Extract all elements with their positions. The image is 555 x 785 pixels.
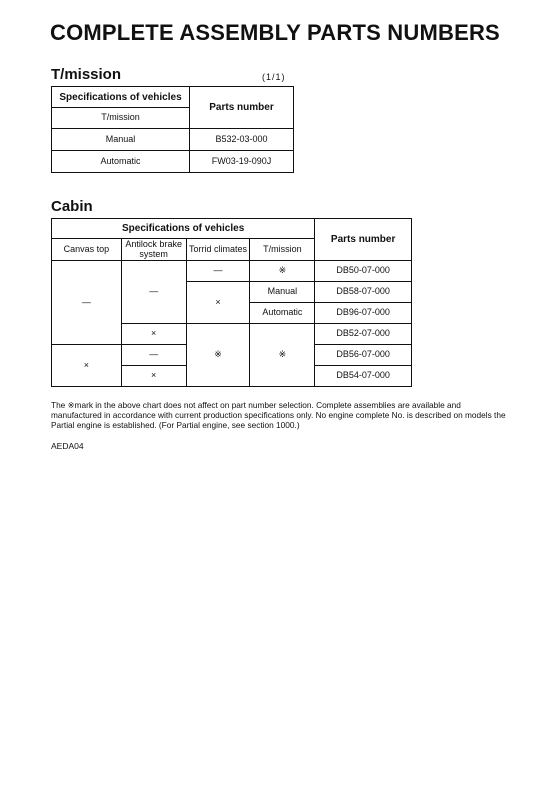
tmission-cell: Manual — [250, 282, 315, 303]
cabin-parts-header: Parts number — [315, 219, 412, 261]
torrid-cell: × — [186, 282, 250, 324]
table-row — [52, 151, 294, 173]
antilock-cell: — — [121, 261, 186, 324]
part-number-cell: DB58-07-000 — [315, 282, 412, 303]
column-header: Canvas top — [52, 239, 122, 261]
part-number-cell: DB52-07-000 — [315, 324, 412, 345]
torrid-cell: ※ — [186, 324, 250, 387]
tmission-cell: ※ — [250, 324, 315, 387]
cabin-spec-header: Specifications of vehicles — [52, 219, 315, 239]
tmission-part-cell: FW03-19-090J — [190, 151, 294, 173]
part-number-cell: DB56-07-000 — [315, 345, 412, 366]
table-row — [52, 261, 412, 282]
canvas-top-cell: × — [52, 345, 122, 387]
column-header: Torrid climates — [186, 239, 250, 261]
page-number: (1/1) — [262, 72, 286, 82]
tmission-parts-header: Parts number — [190, 87, 294, 129]
torrid-cell: — — [186, 261, 250, 282]
column-header: T/mission — [250, 239, 315, 261]
part-number-cell: DB96-07-000 — [315, 303, 412, 324]
tmission-sub-header: T/mission — [52, 108, 190, 129]
tmission-spec-header: Specifications of vehicles — [52, 87, 190, 108]
tmission-spec-cell: Manual — [52, 129, 190, 151]
tmission-table — [51, 86, 294, 173]
page-title: COMPLETE ASSEMBLY PARTS NUMBERS — [50, 20, 500, 45]
antilock-cell: — — [121, 345, 186, 366]
part-number-cell: DB54-07-000 — [315, 366, 412, 387]
tmission-cell: ※ — [250, 261, 315, 282]
part-number-cell: DB50-07-000 — [315, 261, 412, 282]
tmission-spec-cell: Automatic — [52, 151, 190, 173]
cabin-heading: Cabin — [51, 198, 93, 215]
tmission-heading: T/mission — [51, 66, 122, 83]
table-row — [52, 129, 294, 151]
tmission-part-cell: B532-03-000 — [190, 129, 294, 151]
column-header: Antilock brake system — [121, 239, 186, 261]
tmission-cell: Automatic — [250, 303, 315, 324]
cabin-table — [51, 218, 412, 387]
document-code: AEDA04 — [51, 441, 84, 451]
antilock-cell: × — [121, 366, 186, 387]
footnote: The ※mark in the above chart does not affect on part number selection. Complete assemblies are available and manufactured in accordance with current production specifications only. No engine complete No. is described on models the Partial engine is established. (For Partial engine, see section 1000.) — [51, 400, 506, 430]
antilock-cell: × — [121, 324, 186, 345]
canvas-top-cell: — — [52, 261, 122, 345]
